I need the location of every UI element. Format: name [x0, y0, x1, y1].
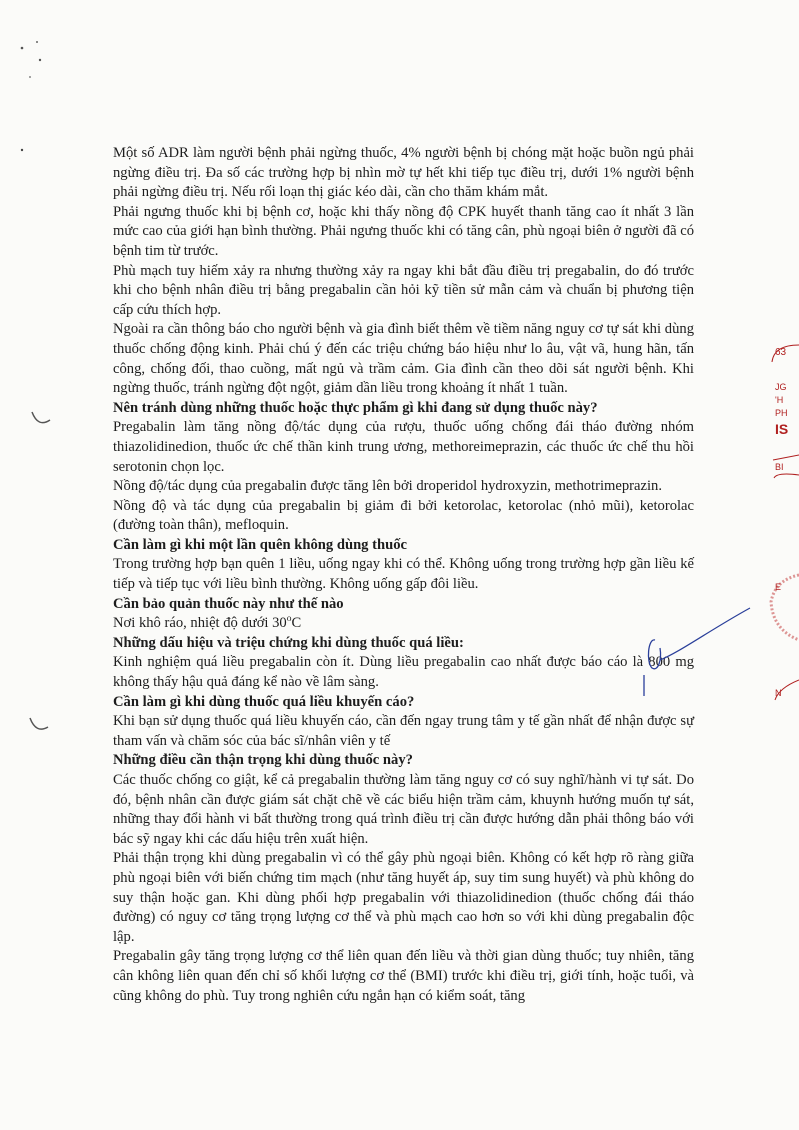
edge-fragment: IS — [775, 421, 789, 437]
temp-unit: C — [291, 615, 302, 632]
edge-fragment: 63 — [775, 347, 787, 358]
edge-fragment: E — [775, 582, 782, 592]
body-paragraph: Phù mạch tuy hiếm xảy ra nhưng thường xảy ra ngay khi bắt đầu điều trị pregabalin, do đó trước khi cho bệnh nhân điều trị bằng pregabalin cần hỏi kỹ tiền sử mẫn cảm và chuẩn bị phương tiện cấp cứu thích hợp. — [113, 262, 694, 318]
body-paragraph: Các thuốc chống co giật, kể cả pregabalin thường làm tăng nguy cơ có suy nghĩ/hành vi tự sát. Do đó, bệnh nhân cần được giám sát chặt chẽ về các biểu hiện trầm cảm, khuynh hướng muốn tự sát, những thay đổi hành vi bất thường trong quá trình điều trị cần được hướng dẫn phải thông báo với bác sỹ ngay khi các dấu hiệu trên xuất hiện. — [113, 772, 694, 847]
degree-sign: o — [286, 614, 292, 625]
edge-fragment: JG — [775, 382, 787, 392]
section-heading: Những điều cần thận trọng khi dùng thuốc này? — [113, 752, 413, 769]
body-paragraph: Ngoài ra cần thông báo cho người bệnh và gia đình biết thêm về tiềm năng nguy cơ tự sát khi dùng thuốc chống động kinh. Phải chú ý đến các triệu chứng báo hiệu như lo âu, vật vã, hung hãn, tấn công, chống đối, thao cuồng, mất ngủ và trầm cảm. Gia đình cần theo dõi sát người bệnh. Khi ngừng thuốc, tránh ngừng đột ngột, giảm dần liều trong khoảng ít nhất 1 tuần. — [113, 321, 694, 397]
body-paragraph: Pregabalin gây tăng trọng lượng cơ thể liên quan đến liều và thời gian dùng thuốc; tuy nhiên, tăng cân không liên quan đến chỉ số khối lượng cơ thể (BMI) trước khi điều trị, giới tính, hoặc tuổi, và cũng không do phù. Tuy trong nghiên cứu ngắn hạn có kiểm soát, tăng — [113, 948, 694, 1004]
body-paragraph: Một số ADR làm người bệnh phải ngừng thuốc, 4% người bệnh bị chóng mặt hoặc buồn ngủ phải ngừng điều trị. Đa số các trường hợp bị nhìn mờ tự hết khi tiếp tục điều trị, dưới 1% người bệnh phải ngừng điều trị. Nếu rối loạn thị giác kéo dài, cần cho thăm khám mắt. — [113, 145, 694, 201]
right-edge-stamp-fragments — [769, 0, 799, 1130]
section-heading: Cần làm gì khi một lần quên không dùng thuốc — [113, 536, 407, 553]
document-body — [113, 144, 694, 1006]
body-paragraph: Pregabalin làm tăng nồng độ/tác dụng của rượu, thuốc uống chống đái tháo đường nhóm thiazolidinedion, thuốc ức chế thần kinh trung ương, methoreimeprazin, các thuốc ức chế thu hồi serotonin chọn lọc. — [113, 419, 694, 475]
body-paragraph: Nồng độ và tác dụng của pregabalin bị giảm đi bởi ketorolac, ketorolac (nhỏ mũi), ketorolac (đường toàn thân), mefloquin. — [113, 497, 694, 534]
body-paragraph: Trong trường hợp bạn quên 1 liều, uống ngay khi có thể. Không uống trong trường hợp gần liều kế tiếp và tiếp tục với liều bình thường. Không uống gấp đôi liều. — [113, 556, 694, 593]
punch-holes — [0, 0, 120, 1130]
body-paragraph: Phải thận trọng khi dùng pregabalin vì có thể gây phù ngoại biên. Không có kết hợp rõ ràng giữa phù ngoại biên với biến chứng tim mạch (như tăng huyết áp, suy tim sung huyết) và phù không do suy thận hoặc gan. Khi dùng phối hợp pregabalin với thiazolidinedion (thuốc chống đái tháo đường) có nguy cơ tăng trọng lượng cơ thể và phù mạch cao hơn so với khi dùng pregabalin độc lập. — [113, 850, 694, 945]
stamp-border — [769, 340, 799, 720]
body-paragraph: Khi bạn sử dụng thuốc quá liều khuyến cáo, cần đến ngay trung tâm y tế gần nhất để nhận được sự tham vấn và chăm sóc của bác sĩ/nhân viên y tế — [113, 713, 694, 749]
edge-fragment: N — [775, 688, 782, 698]
edge-fragment: 'H — [775, 395, 784, 405]
temp-text: Nơi khô ráo, nhiệt độ dưới 30 — [113, 615, 287, 632]
body-paragraph: Nồng độ/tác dụng của pregabalin được tăng lên bởi droperidol hydroxyzin, methotrimeprazin. — [113, 478, 662, 495]
section-heading: Cần làm gì khi dùng thuốc quá liều khuyến cáo? — [113, 693, 415, 710]
section-heading: Những dấu hiệu và triệu chứng khi dùng thuốc quá liều: — [113, 634, 464, 651]
edge-fragment: BI — [775, 462, 784, 472]
section-heading: Nên tránh dùng những thuốc hoặc thực phẩm gì khi đang sử dụng thuốc này? — [113, 399, 598, 416]
edge-fragment: PH — [775, 408, 788, 418]
section-heading: Cần bảo quản thuốc này như thế nào — [113, 595, 344, 612]
storage-temperature — [113, 614, 694, 634]
body-paragraph: Kinh nghiệm quá liều pregabalin còn ít. Dùng liều pregabalin cao nhất được báo cáo là 800 mg không thấy hậu quả đáng kể nào về lâm sàng. — [113, 654, 694, 691]
body-paragraph: Phải ngưng thuốc khi bị bệnh cơ, hoặc khi thấy nồng độ CPK huyết thanh tăng cao ít nhất 3 lần mức cao của giới hạn bình thường. Phải ngưng thuốc khi có tăng cân, phù ngoại biên ở người đã có bệnh tim từ trước. — [113, 203, 694, 259]
